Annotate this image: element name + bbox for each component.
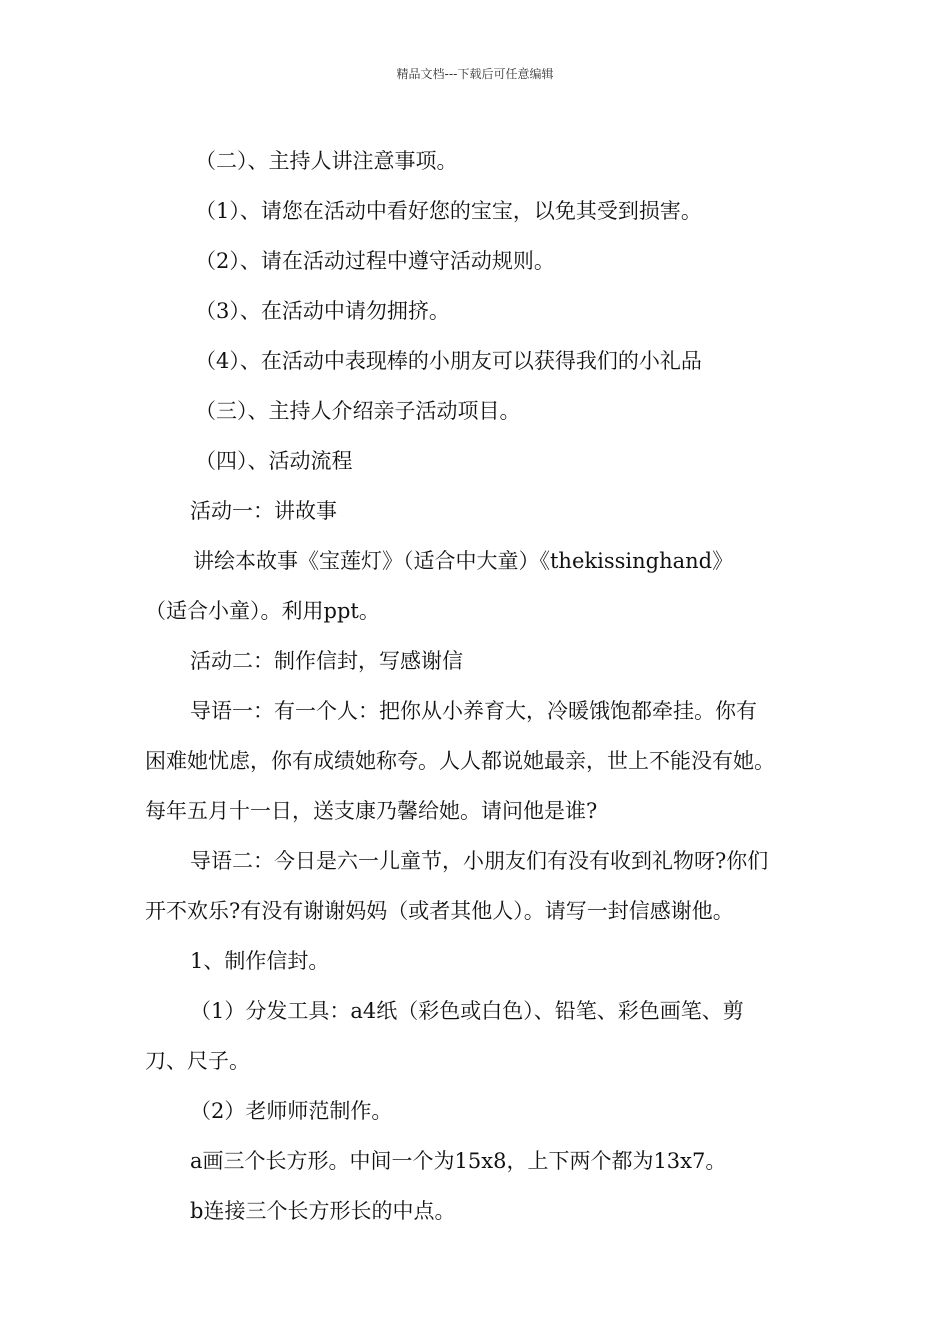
paragraph-line: （1）分发工具：a4纸（彩色或白色）、铅笔、彩色画笔、剪	[190, 999, 744, 1023]
section-four-heading: （四）、活动流程	[195, 449, 353, 473]
step-heading: 1、制作信封。	[190, 949, 330, 973]
document-body	[145, 136, 825, 1236]
paragraph-line: 讲绘本故事《宝莲灯》（适合中大童）《thekissinghand》	[193, 549, 734, 573]
activity-one-heading: 活动一：讲故事	[190, 499, 337, 523]
paragraph-line: a画三个长方形。中间一个为15x8，上下两个都为13x7。	[190, 1149, 727, 1173]
paragraph-line: 困难她忧虑，你有成绩她称夸。人人都说她最亲，世上不能没有她。	[145, 749, 775, 773]
section-two-heading: （二）、主持人讲注意事项。	[195, 149, 458, 173]
note-item-3: （3）、在活动中请勿拥挤。	[195, 299, 450, 323]
paragraph-line: 导语一：有一个人：把你从小养育大，冷暖饿饱都牵挂。你有	[190, 699, 757, 723]
paragraph-line: （2）老师师范制作。	[190, 1099, 393, 1123]
section-three-heading: （三）、主持人介绍亲子活动项目。	[195, 399, 521, 423]
paragraph-line: （适合小童）。利用ppt。	[145, 599, 380, 623]
paragraph-line: 开不欢乐?有没有谢谢妈妈（或者其他人）。请写一封信感谢他。	[145, 899, 734, 923]
note-item-2: （2）、请在活动过程中遵守活动规则。	[195, 249, 555, 273]
note-item-4: （4）、在活动中表现棒的小朋友可以获得我们的小礼品	[195, 349, 702, 373]
paragraph-line: 导语二：今日是六一儿童节，小朋友们有没有收到礼物呀?你们	[190, 849, 769, 873]
page-header: 精品文档---下载后可任意编辑	[396, 67, 554, 81]
paragraph-line: b连接三个长方形长的中点。	[190, 1199, 456, 1223]
note-item-1: （1）、请您在活动中看好您的宝宝，以免其受到损害。	[195, 199, 702, 223]
paragraph-line: 每年五月十一日，送支康乃馨给她。请问他是谁?	[145, 799, 598, 823]
activity-two-heading: 活动二：制作信封，写感谢信	[190, 649, 463, 673]
paragraph-line: 刀、尺子。	[145, 1049, 250, 1073]
